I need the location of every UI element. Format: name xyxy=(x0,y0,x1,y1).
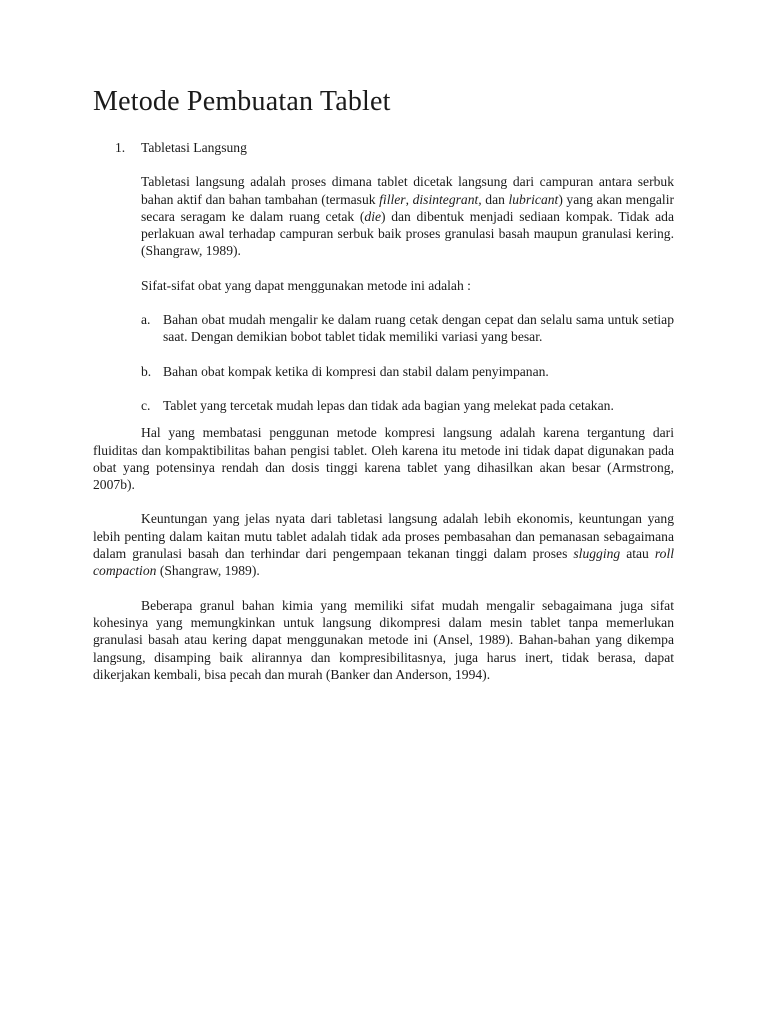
list-item xyxy=(141,397,674,414)
italic-term: disintegrant, xyxy=(412,191,482,207)
list-item-text: Tablet yang tercetak mudah lepas dan tidak ada bagian yang melekat pada cetakan. xyxy=(163,397,614,413)
body-paragraph-granules: Beberapa granul bahan kimia yang memiliki sifat mudah mengalir sebagaimana juga sifat kohesinya yang memungkinkan untuk langsung dikompresi dalam mesin tablet tanpa memerlukan granulasi basah atau kering dapat menggunakan metode ini (Ansel, 1989). Bahan-bahan yang dikempa langsung, disamping baik alirannya dan kompresibilitasnya, juga harus inert, tidak berasa, dapat dikerjakan kembali, bisa pecah dan murah (Banker dan Anderson, 1994). xyxy=(93,597,674,682)
page-title: Metode Pembuatan Tablet xyxy=(93,86,391,117)
list-marker: c. xyxy=(141,397,151,413)
list-item-text: Bahan obat mudah mengalir ke dalam ruang cetak dengan cepat dan selalu sama untuk setiap saat. Dengan demikian bobot tablet tidak memiliki variasi yang besar. xyxy=(163,312,674,345)
italic-term: filler xyxy=(379,191,406,207)
text-span: atau xyxy=(620,546,655,562)
text-span: Keuntungan yang jelas nyata dari tabletasi langsung adalah lebih ekonomis, keuntungan yang lebih penting dalam kaitan mutu tablet adalah tidak ada proses pembasahan dan pemanasan sebagaimana dalam granulasi basah dan terhindar dari pengempaan tekanan tinggi dalam proses xyxy=(93,511,674,562)
list-item-text: Bahan obat kompak ketika di kompresi dan stabil dalam penyimpanan. xyxy=(163,363,549,379)
body-paragraph-limitation: Hal yang membatasi penggunan metode kompresi langsung adalah karena tergantung dari fluiditas dan kompaktibilitas bahan pengisi tablet. Oleh karena itu metode ini tidak dapat digunakan pada obat yang potensinya rendah dan dosis tinggi karena tablet yang dihasilkan akan besar (Armstrong, 2007b). xyxy=(93,425,674,493)
section-label: Tabletasi Langsung xyxy=(141,140,247,155)
italic-term: die xyxy=(364,208,382,224)
italic-term: roll compaction xyxy=(93,546,674,579)
list-item xyxy=(141,363,674,380)
italic-term: slugging xyxy=(573,546,621,562)
text-span: (Shangraw, 1989). xyxy=(156,563,260,579)
section-paragraph-definition xyxy=(141,173,674,259)
italic-term: lubricant xyxy=(508,191,559,207)
text-span: ) dan dibentuk menjadi sediaan kompak. Tidak ada perlakuan awal terhadap campuran serbuk baik proses granulasi basah maupun granulasi kering. (Shangraw, 1989). xyxy=(141,208,674,259)
list-marker: a. xyxy=(141,312,151,328)
text-span: Tabletasi langsung adalah proses dimana tablet dicetak langsung dari campuran antara serbuk bahan aktif dan bahan tambahan (termasuk xyxy=(141,174,674,207)
section-content xyxy=(141,173,674,414)
section-paragraph-intro: Sifat-sifat obat yang dapat menggunakan metode ini adalah : xyxy=(141,277,471,293)
list-marker: b. xyxy=(141,363,152,379)
list-item xyxy=(141,311,674,346)
section-heading xyxy=(93,139,674,156)
text-span: , xyxy=(405,191,413,207)
document-body xyxy=(93,139,674,700)
text-span: ) yang akan mengalir secara seragam ke dalam ruang cetak ( xyxy=(141,191,675,224)
body-paragraph-advantage xyxy=(93,510,674,579)
section-number: 1. xyxy=(115,140,126,155)
text-span: dan xyxy=(481,191,509,207)
